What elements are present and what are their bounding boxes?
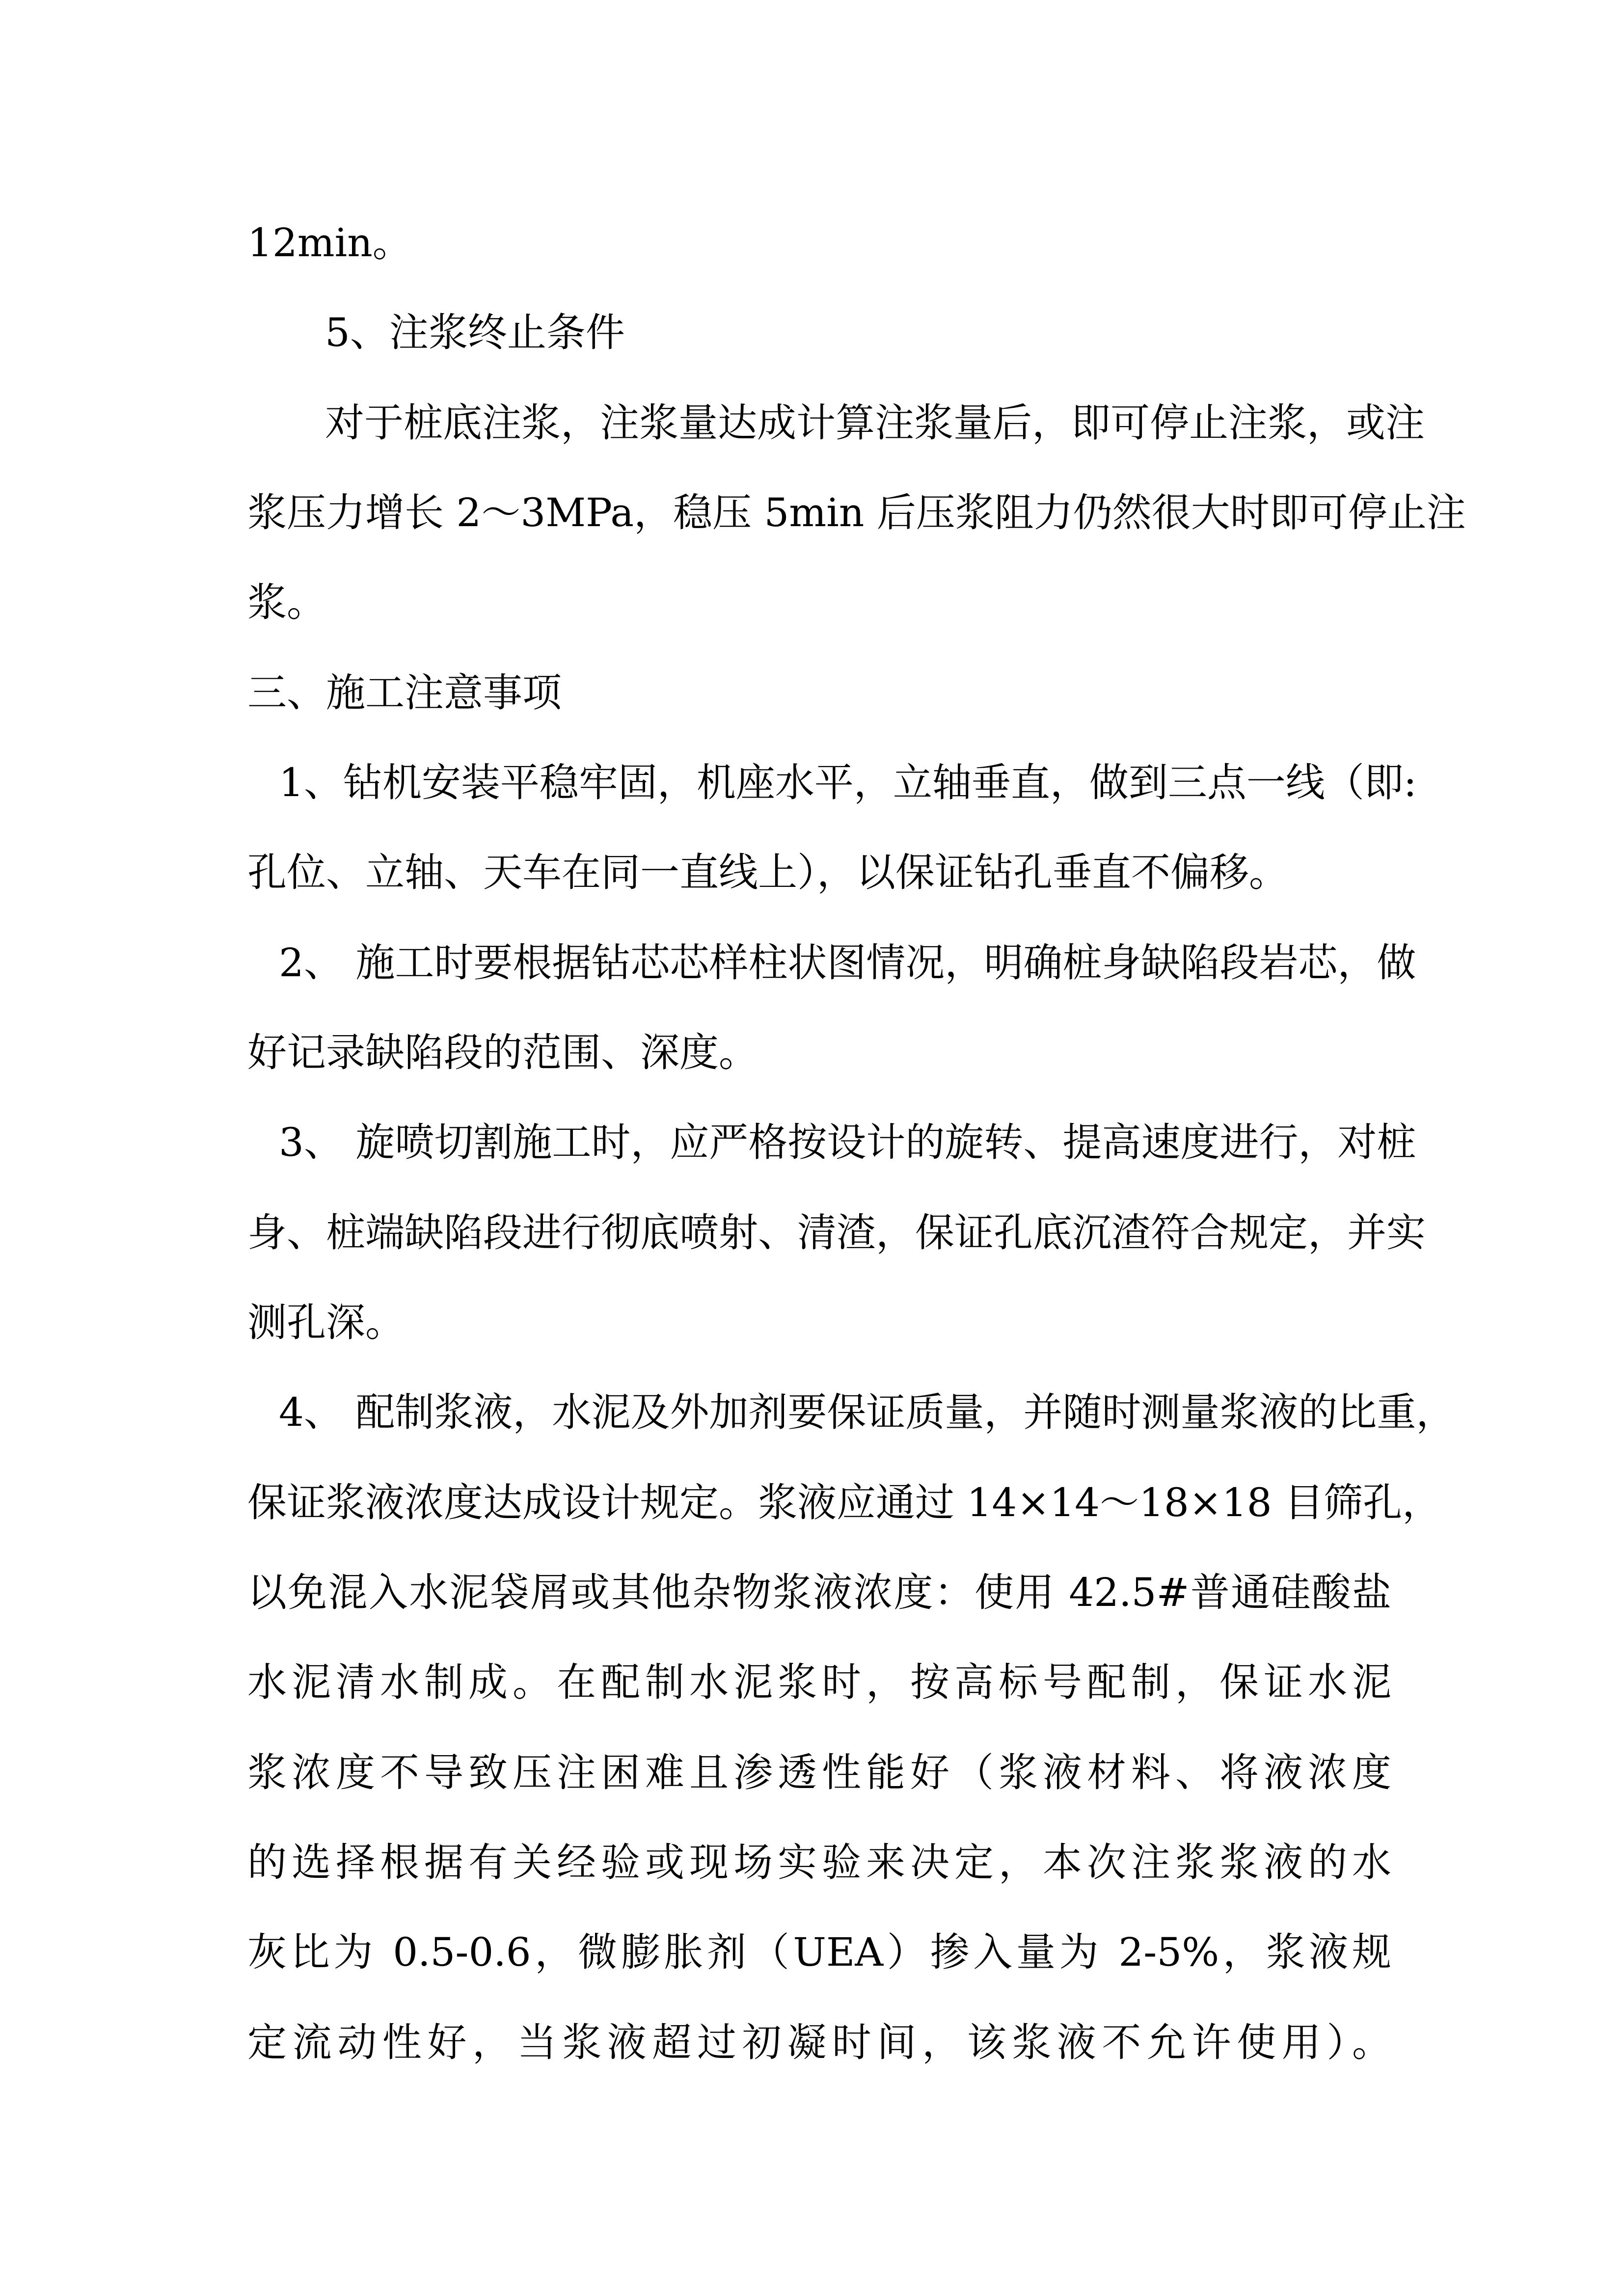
text-line-1: 12min。 xyxy=(247,220,412,266)
list-item-3-line-3: 测孔深。 xyxy=(247,1300,405,1345)
list-item-1-line-1: 1、钻机安装平稳牢固，机座水平，立轴垂直，做到三点一线（即: xyxy=(279,760,1417,805)
text-line-4: 浆压力增长 2～3MPa，稳压 5min 后压浆阻力仍然很大时即可停止注 xyxy=(247,490,1466,535)
text-line-3: 对于桩底注浆，注浆量达成计算注浆量后，即可停止注浆，或注 xyxy=(325,400,1425,446)
list-item-2-line-1: 2、 施工时要根据钻芯芯样柱状图情况，明确桩身缺陷段岩芯，做 xyxy=(279,940,1416,986)
list-item-4-line-4: 水泥清水制成。在配制水泥浆时，按高标号配制，保证水泥 xyxy=(247,1659,1391,1705)
list-item-4-line-7: 灰比为 0.5-0.6，微膨胀剂（UEA）掺入量为 2-5%，浆液规 xyxy=(247,1929,1391,1975)
list-item-4-line-5: 浆浓度不导致压注困难且渗透性能好（浆液材料、将液浓度 xyxy=(247,1750,1391,1795)
list-item-1-line-2: 孔位、立轴、天车在同一直线上），以保证钻孔垂直不偏移。 xyxy=(247,850,1288,895)
list-item-4-line-2: 保证浆液浓度达成设计规定。浆液应通过 14×14～18×18 目筛孔， xyxy=(247,1480,1442,1525)
list-item-4-line-8: 定流动性好，当浆液超过初凝时间，该浆液不允许使用）。 xyxy=(247,2020,1391,2065)
list-item-2-line-2: 好记录缺陷段的范围、深度。 xyxy=(247,1030,758,1075)
list-item-4-line-6: 的选择根据有关经验或现场实验来决定，本次注浆浆液的水 xyxy=(247,1840,1391,1885)
list-item-4-line-3: 以免混入水泥袋屑或其他杂物浆液浓度：使用 42.5#普通硅酸盐 xyxy=(247,1570,1391,1615)
text-line-5: 浆。 xyxy=(247,580,326,625)
section-heading-5: 5、注浆终止条件 xyxy=(325,310,625,355)
list-item-3-line-2: 身、桩端缺陷段进行彻底喷射、清渣，保证孔底沉渣符合规定，并实 xyxy=(247,1210,1426,1255)
section-heading-3: 三、施工注意事项 xyxy=(247,670,562,716)
list-item-4-line-1: 4、 配制浆液，水泥及外加剂要保证质量，并随时测量浆液的比重， xyxy=(279,1389,1456,1435)
list-item-3-line-1: 3、 旋喷切割施工时，应严格按设计的旋转、提高速度进行，对桩 xyxy=(279,1120,1416,1165)
